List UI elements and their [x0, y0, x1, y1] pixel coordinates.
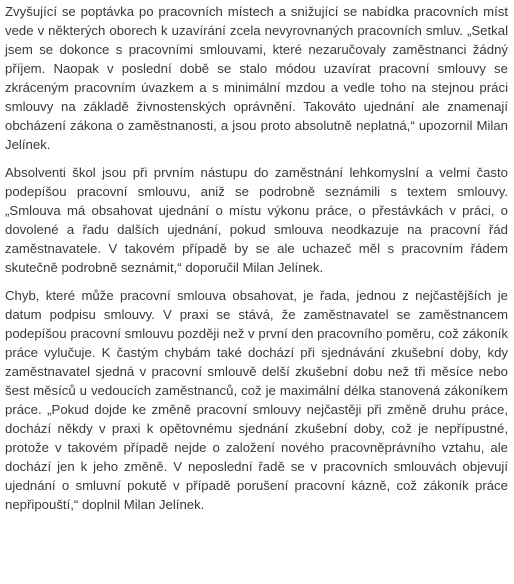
article-paragraph-1: Zvyšující se poptávka po pracovních místech a snižující se nabídka pracovních míst vede v některých oborech k uzavírání zcela nevyrovnaných pracovních smluv. „Setkal jsem se dokonce s pracovními smlouvami, které nezaručovaly zaměstnanci žádný příjem. Naopak v poslední době se stalo módou uzavírat pracovní smlouvy se zkráceným pracovním úvazkem a s minimální mzdou a vedle toho na stejnou práci smlouvy na základě živnostenských oprávnění. Takováto ujednání ale znamenají obcházení zákona o zaměstnanosti, a jsou proto absolutně neplatná,“ upozornil Milan Jelínek.	[5, 4, 508, 152]
article-paragraph-2: Absolventi škol jsou při prvním nástupu do zaměstnání lehkomyslní a velmi často podepíšou pracovní smlouvu, aniž se podrobně seznámili s textem smlouvy. „Smlouva má obsahovat ujednání o místu výkonu práce, o přestávkách v práci, o dovolené a řadu dalších ujednání, pokud smlouva neodkazuje na pracovní řád zaměstnavatele. V takovém případě by se ale uchazeč měl s pracovním řádem skutečně podrobně seznámit,“ doporučil Milan Jelínek.	[5, 165, 508, 275]
article-paragraph-3: Chyb, které může pracovní smlouva obsahovat, je řada, jednou z nejčastějších je datum podpisu smlouvy. V praxi se stává, že zaměstnavatel se zaměstnancem podepíšou pracovní smlouvu později než v první den pracovního poměru, což zákoník práce vylučuje. K častým chybám také dochází při sjednávání zkušební doby, kdy zaměstnavatel sjedná v pracovní smlouvě delší zkušební dobu než tři měsíce nebo šest měsíců u vedoucích zaměstnanců, což je maximální délka stanovená zákoníkem práce. „Pokud dojde ke změně pracovní smlouvy nejčastěji při změně druhu práce, dochází někdy v praxi k opětovnému sjednání zkušební doby, což je nepřípustné, protože v takovém případě nejde o založení nového pracovněprávního vztahu, ale dochází jen k jeho změně. V neposlední řadě se v pracovních smlouvách objevují ujednání o smluvní pokutě v případě porušení pracovní kázně, což zákoník práce nepřipouští,“ doplnil Milan Jelínek.	[5, 288, 508, 512]
